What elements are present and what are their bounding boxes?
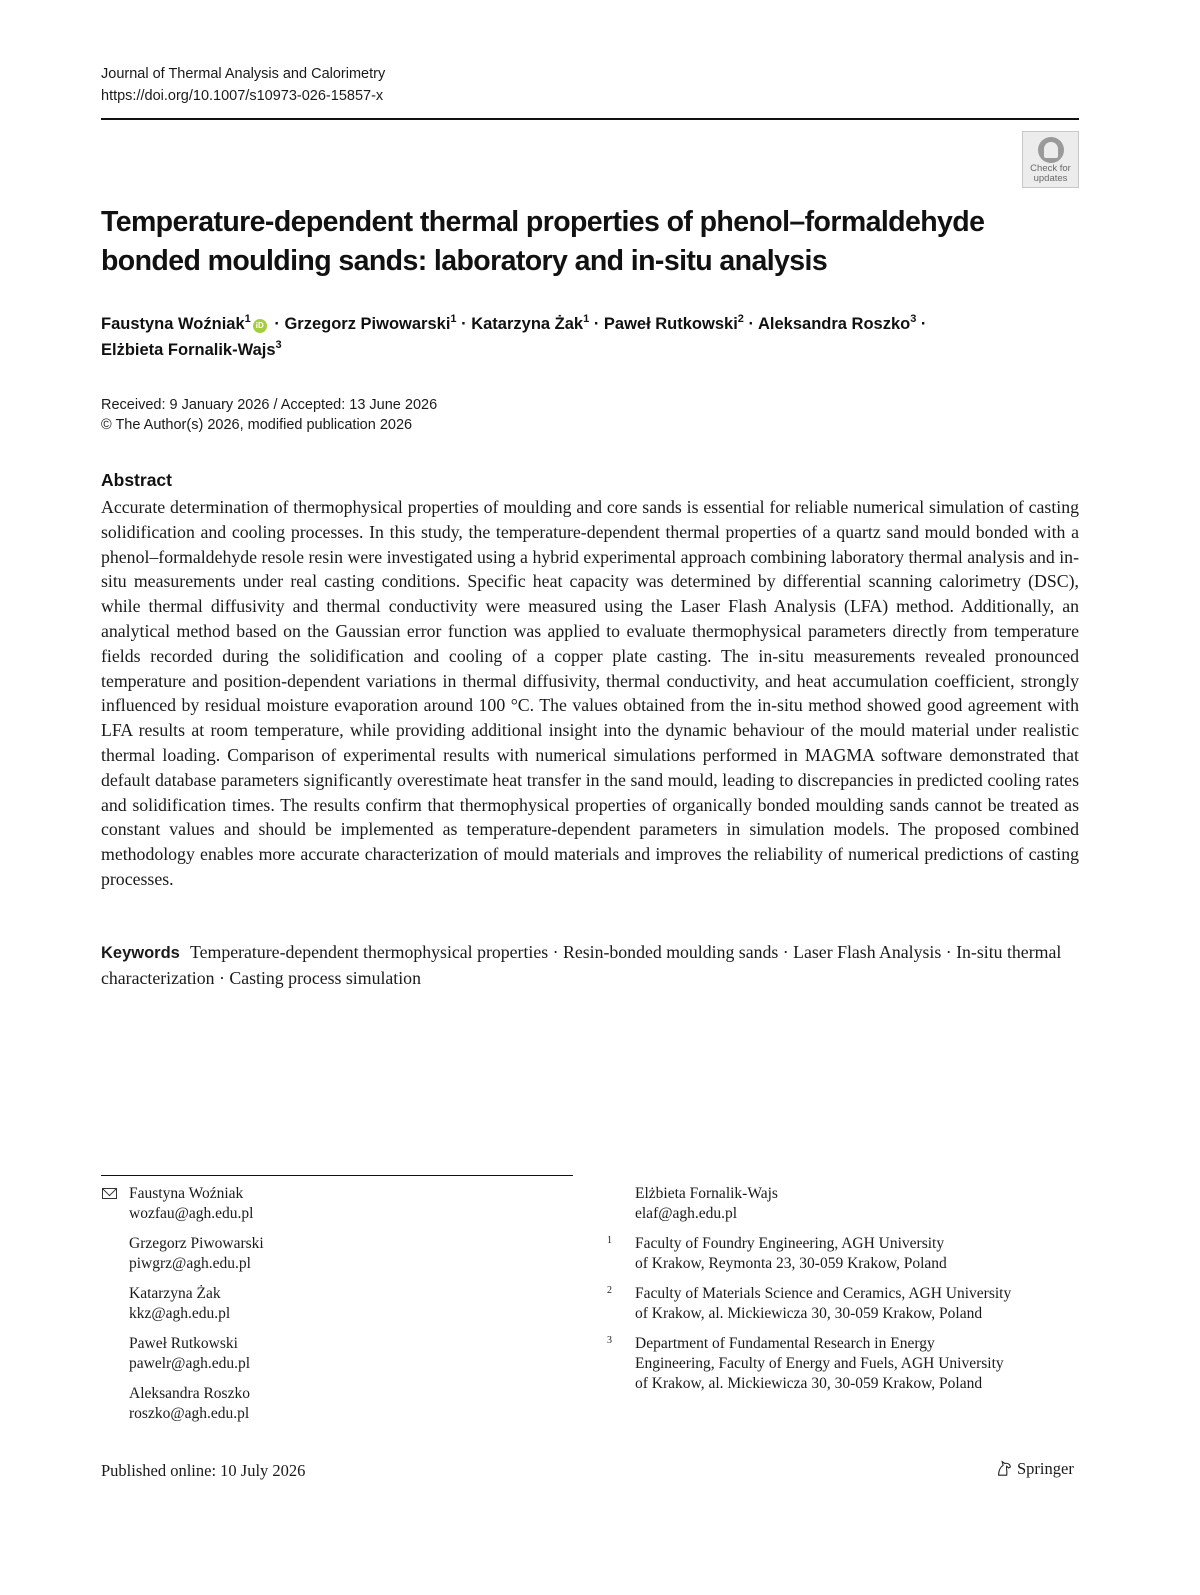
crossmark-line2: updates	[1033, 173, 1068, 184]
journal-header	[101, 63, 385, 107]
abstract-heading: Abstract	[101, 470, 172, 490]
affiliation-item	[607, 1234, 1085, 1274]
author-affiliation-mark: 3	[275, 338, 282, 351]
footnote-rule	[101, 1175, 573, 1176]
published-date: Published online: 10 July 2026	[101, 1461, 306, 1480]
abstract-text: Accurate determination of thermophysical properties of moulding and core sands is essential for reliable numerical simulation of casting solidification and cooling processes. In this study, the temperature-dependent thermal properties of a quartz sand mould bonded with a phenol–formaldehyde resole resin were investigated using a hybrid experimental approach combining laboratory thermal analysis and in-situ measurements under real casting conditions. Specific heat capacity was determined by differential scanning calorimetry (DSC), while thermal diffusivity and thermal conductivity were measured using the Laser Flash Analysis (LFA) method. Additionally, an analytical method based on the Gaussian error function was applied to evaluate thermophysical parameters directly from temperature fields recorded during the solidification and cooling of a copper plate casting. The in-situ measurements revealed pronounced temperature and position-dependent variations in thermal diffusivity, thermal conductivity, and heat accumulation coefficient, strongly influenced by residual moisture evaporation around 100 °C. The values obtained from the in-situ method showed good agreement with LFA results at room temperature, while providing additional insight into the dynamic behaviour of the mould material under realistic thermal loading. Comparison of experimental results with numerical simulations performed in MAGMA software demonstrated that default database parameters significantly overestimate heat transfer in the sand mould, leading to discrepancies in predicted cooling rates and solidification times. The results confirm that thermophysical properties of organically bonded moulding sands cannot be treated as constant values and should be implemented as temperature-dependent parameters in simulation models. The proposed combined methodology enables more accurate characterization of mould materials and improves the reliability of numerical predictions of casting processes.	[101, 497, 1079, 889]
affiliation-line: Faculty of Foundry Engineering, AGH University	[635, 1235, 945, 1252]
affiliation-number: 2	[607, 1285, 612, 1296]
journal-name: Journal of Thermal Analysis and Calorimetry	[101, 66, 386, 82]
affiliation-line: Engineering, Faculty of Energy and Fuels, AGH University	[635, 1355, 1004, 1372]
envelope-icon	[102, 1188, 117, 1199]
orcid-icon[interactable]: iD	[253, 319, 267, 333]
contact-entry	[101, 1184, 571, 1224]
author-list: Faustyna Woźniak$^1$iD · Grzegorz Piwowarski$^1$ · Katarzyna Żak$^1$ · Paweł Rutkowski$^2$ · Aleksandra Roszko$^3$ · Elżbieta Fornalik-Wajs$^3$	[101, 312, 927, 359]
author-affiliation-mark: 3	[910, 312, 917, 325]
publisher-name: Springer	[1017, 1459, 1074, 1478]
copyright-line: © The Author(s) 2026, modified publication 2026	[101, 417, 413, 433]
doi-link[interactable]: https://doi.org/10.1007/s10973-026-15857-x	[101, 88, 384, 104]
contact-name: Paweł Rutkowski	[129, 1335, 238, 1352]
author-name: Grzegorz Piwowarski	[284, 315, 451, 333]
contact-email[interactable]: pawelr@agh.edu.pl	[129, 1355, 251, 1372]
contact-entry	[635, 1184, 1085, 1224]
contact-entry	[101, 1234, 571, 1274]
contact-name: Faustyna Woźniak	[129, 1185, 244, 1202]
affiliation-line: of Krakow, Reymonta 23, 30-059 Krakow, Poland	[635, 1255, 947, 1272]
contact-entry	[101, 1384, 571, 1424]
contact-email[interactable]: roszko@agh.edu.pl	[129, 1405, 250, 1422]
springer-horse-icon	[995, 1459, 1013, 1477]
affiliation-item	[607, 1334, 1085, 1394]
contact-email[interactable]: wozfau@agh.edu.pl	[129, 1205, 254, 1222]
author-name: Katarzyna Żak	[471, 315, 584, 333]
crossmark-icon	[1038, 137, 1064, 163]
keywords-label: Keywords	[101, 944, 180, 962]
author-name: Elżbieta Fornalik-Wajs	[101, 341, 276, 359]
contact-email[interactable]: piwgrz@agh.edu.pl	[129, 1255, 251, 1272]
author-contacts	[101, 1184, 571, 1434]
contact-name: Grzegorz Piwowarski	[129, 1235, 264, 1252]
contact-name: Aleksandra Roszko	[129, 1385, 250, 1402]
affiliation-line: Faculty of Materials Science and Ceramics, AGH University	[635, 1285, 1012, 1302]
author-affiliation-mark: 1	[583, 312, 590, 325]
contact-name: Katarzyna Żak	[129, 1285, 221, 1302]
contact-entry	[101, 1284, 571, 1324]
author-affiliation-mark: 1	[450, 312, 457, 325]
publisher-logo	[995, 1459, 1074, 1479]
article-title: Temperature-dependent thermal properties of phenol–formaldehyde bonded moulding sands: laboratory and in-situ analysis	[101, 206, 985, 277]
contact-email[interactable]: kkz@agh.edu.pl	[129, 1305, 231, 1322]
author-name: Aleksandra Roszko	[757, 315, 911, 333]
affiliation-number: 1	[607, 1235, 612, 1246]
keywords-block	[101, 940, 1079, 991]
affiliation-line: of Krakow, al. Mickiewicza 30, 30-059 Krakow, Poland	[635, 1305, 983, 1322]
author-name: Faustyna Woźniak	[101, 315, 245, 333]
check-for-updates-badge[interactable]	[1022, 131, 1079, 188]
contact-name: Elżbieta Fornalik-Wajs	[635, 1185, 778, 1202]
received-accepted: Received: 9 January 2026 / Accepted: 13 June 2026	[101, 397, 438, 413]
affiliation-number: 3	[607, 1335, 612, 1346]
affiliation-line: Department of Fundamental Research in Energy	[635, 1335, 935, 1352]
author-affiliation-mark: 1	[244, 312, 251, 325]
author-name: Paweł Rutkowski	[603, 315, 738, 333]
author-affiliation-mark: 2	[737, 312, 744, 325]
header-rule	[101, 118, 1079, 120]
affiliations-column	[607, 1184, 1085, 1404]
contact-entry	[101, 1334, 571, 1374]
article-dates	[101, 395, 437, 435]
keywords-text: Temperature-dependent thermophysical properties · Resin-bonded moulding sands · Laser Flash Analysis · In-situ thermal characterization · Casting process simulation	[101, 942, 1062, 988]
contact-email[interactable]: elaf@agh.edu.pl	[635, 1205, 738, 1222]
crossmark-line1: Check for	[1030, 163, 1071, 174]
affiliation-line: of Krakow, al. Mickiewicza 30, 30-059 Krakow, Poland	[635, 1375, 983, 1392]
affiliation-item	[607, 1284, 1085, 1324]
